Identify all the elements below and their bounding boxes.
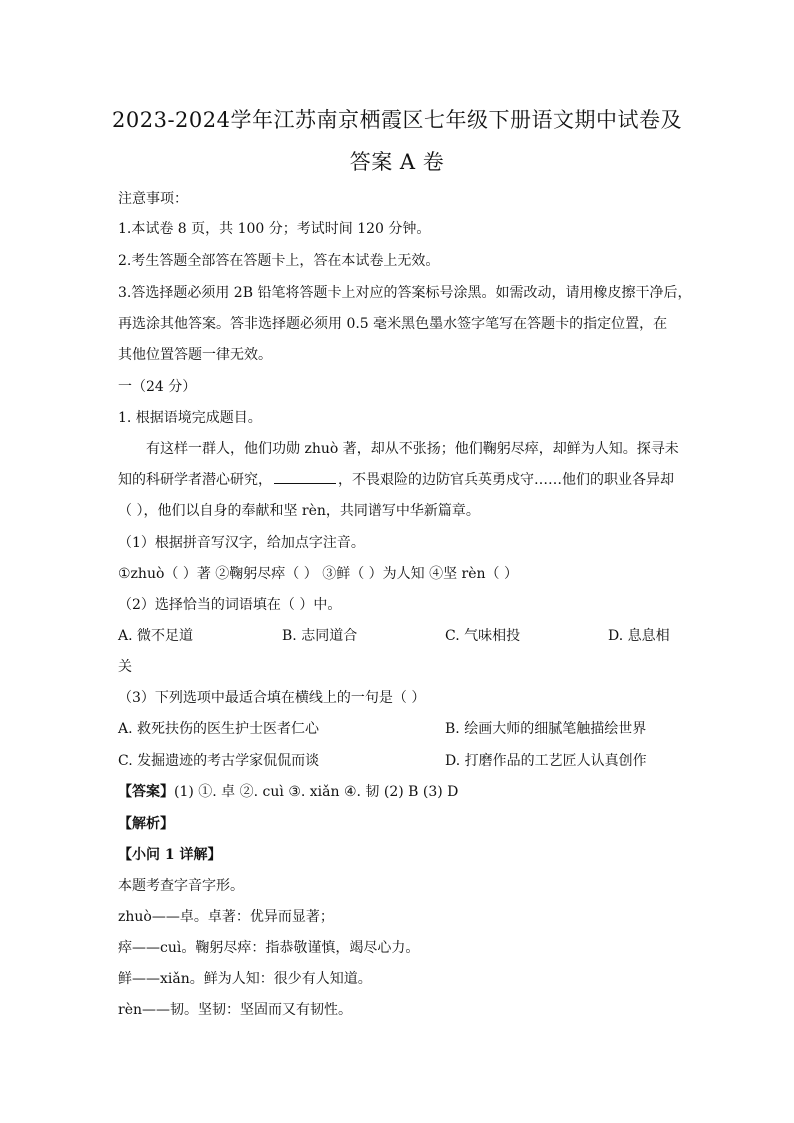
sub3-option-d: D. 打磨作品的工艺匠人认真创作	[445, 753, 647, 769]
sub2-option-d-cont: 关	[118, 659, 132, 675]
note-2: 2.考生答题全部答在答题卡上，答在本试卷上无效。	[118, 253, 440, 269]
sub2-option-d: D. 息息相	[608, 628, 670, 644]
note-3a: 3.答选择题必须用 2B 铅笔将答题卡上对应的答案标号涂黑。如需改动，请用橡皮擦干净后，	[118, 285, 692, 301]
sub3-option-c: C. 发掘遗迹的考古学家侃侃而谈	[118, 753, 320, 769]
answer-label: 【答案】	[118, 784, 174, 800]
sub2-option-b: B. 志同道合	[282, 628, 358, 644]
subquestion-1: （1）根据拼音写汉字，给加点字注音。	[118, 535, 365, 551]
subquestion-3: （3）下列选项中最适合填在横线上的一句是（ ）	[118, 690, 426, 706]
sub2-option-a: A. 微不足道	[118, 628, 194, 644]
sub2-option-c: C. 气味相投	[445, 628, 521, 644]
fill-blank-line	[274, 471, 336, 484]
note-3b: 再选涂其他答案。答非选择题必须用 0.5 毫米黑色墨水签字笔写在答题卡的指定位置，在	[118, 316, 668, 332]
answer-text: (1) ①. 卓 ②. cuì ③. xiǎn ④. 韧 (2) B (3) D	[174, 784, 459, 800]
analysis-label: 【解析】	[118, 816, 174, 832]
analysis-line-1: 本题考查字音字形。	[118, 878, 244, 894]
note-3c: 其他位置答题一律无效。	[118, 347, 272, 363]
passage-line-2a: 知的科研学者潜心研究，	[118, 472, 272, 488]
subquestion-1-items: ①zhuò（ ）著 ②鞠躬尽瘁（ ） ③鲜（ ）为人知 ④坚 rèn（ ）	[118, 566, 518, 582]
analysis-sub-label: 【小问 1 详解】	[118, 847, 222, 863]
answer-line	[118, 781, 458, 801]
analysis-line-4: 鲜——xiǎn。鲜为人知：很少有人知道。	[118, 971, 372, 987]
notes-heading: 注意事项：	[118, 191, 188, 207]
doc-title-line2: 答案 A 卷	[349, 150, 445, 174]
doc-title-line1: 2023-2024学年江苏南京栖霞区七年级下册语文期中试卷及	[112, 108, 682, 132]
passage-line-3: （ ），他们以自身的奉献和坚 rèn，共同谱写中华新篇章。	[118, 503, 480, 519]
section-heading: 一（24 分）	[118, 379, 197, 395]
question-1-stem: 1. 根据语境完成题目。	[118, 410, 262, 426]
sub3-option-a: A. 救死扶伤的医生护士医者仁心	[118, 721, 320, 737]
passage-line-1: 有这样一群人，他们功勋 zhuò 著，却从不张扬；他们鞠躬尽瘁，却鲜为人知。探寻未	[146, 441, 679, 457]
passage-line-2b: ，不畏艰险的边防官兵英勇戍守……他们的职业各异却	[338, 472, 674, 488]
passage-line-2	[118, 469, 674, 489]
note-1: 1.本试卷 8 页，共 100 分；考试时间 120 分钟。	[118, 221, 431, 237]
subquestion-2: （2）选择恰当的词语填在（ ）中。	[118, 597, 342, 613]
analysis-line-5: rèn——韧。坚韧：坚固而又有韧性。	[118, 1002, 352, 1018]
analysis-line-2: zhuò——卓。卓著：优异而显著；	[118, 909, 334, 925]
analysis-line-3: 瘁——cuì。鞠躬尽瘁：指恭敬谨慎，竭尽心力。	[118, 940, 420, 956]
sub3-option-b: B. 绘画大师的细腻笔触描绘世界	[445, 721, 647, 737]
